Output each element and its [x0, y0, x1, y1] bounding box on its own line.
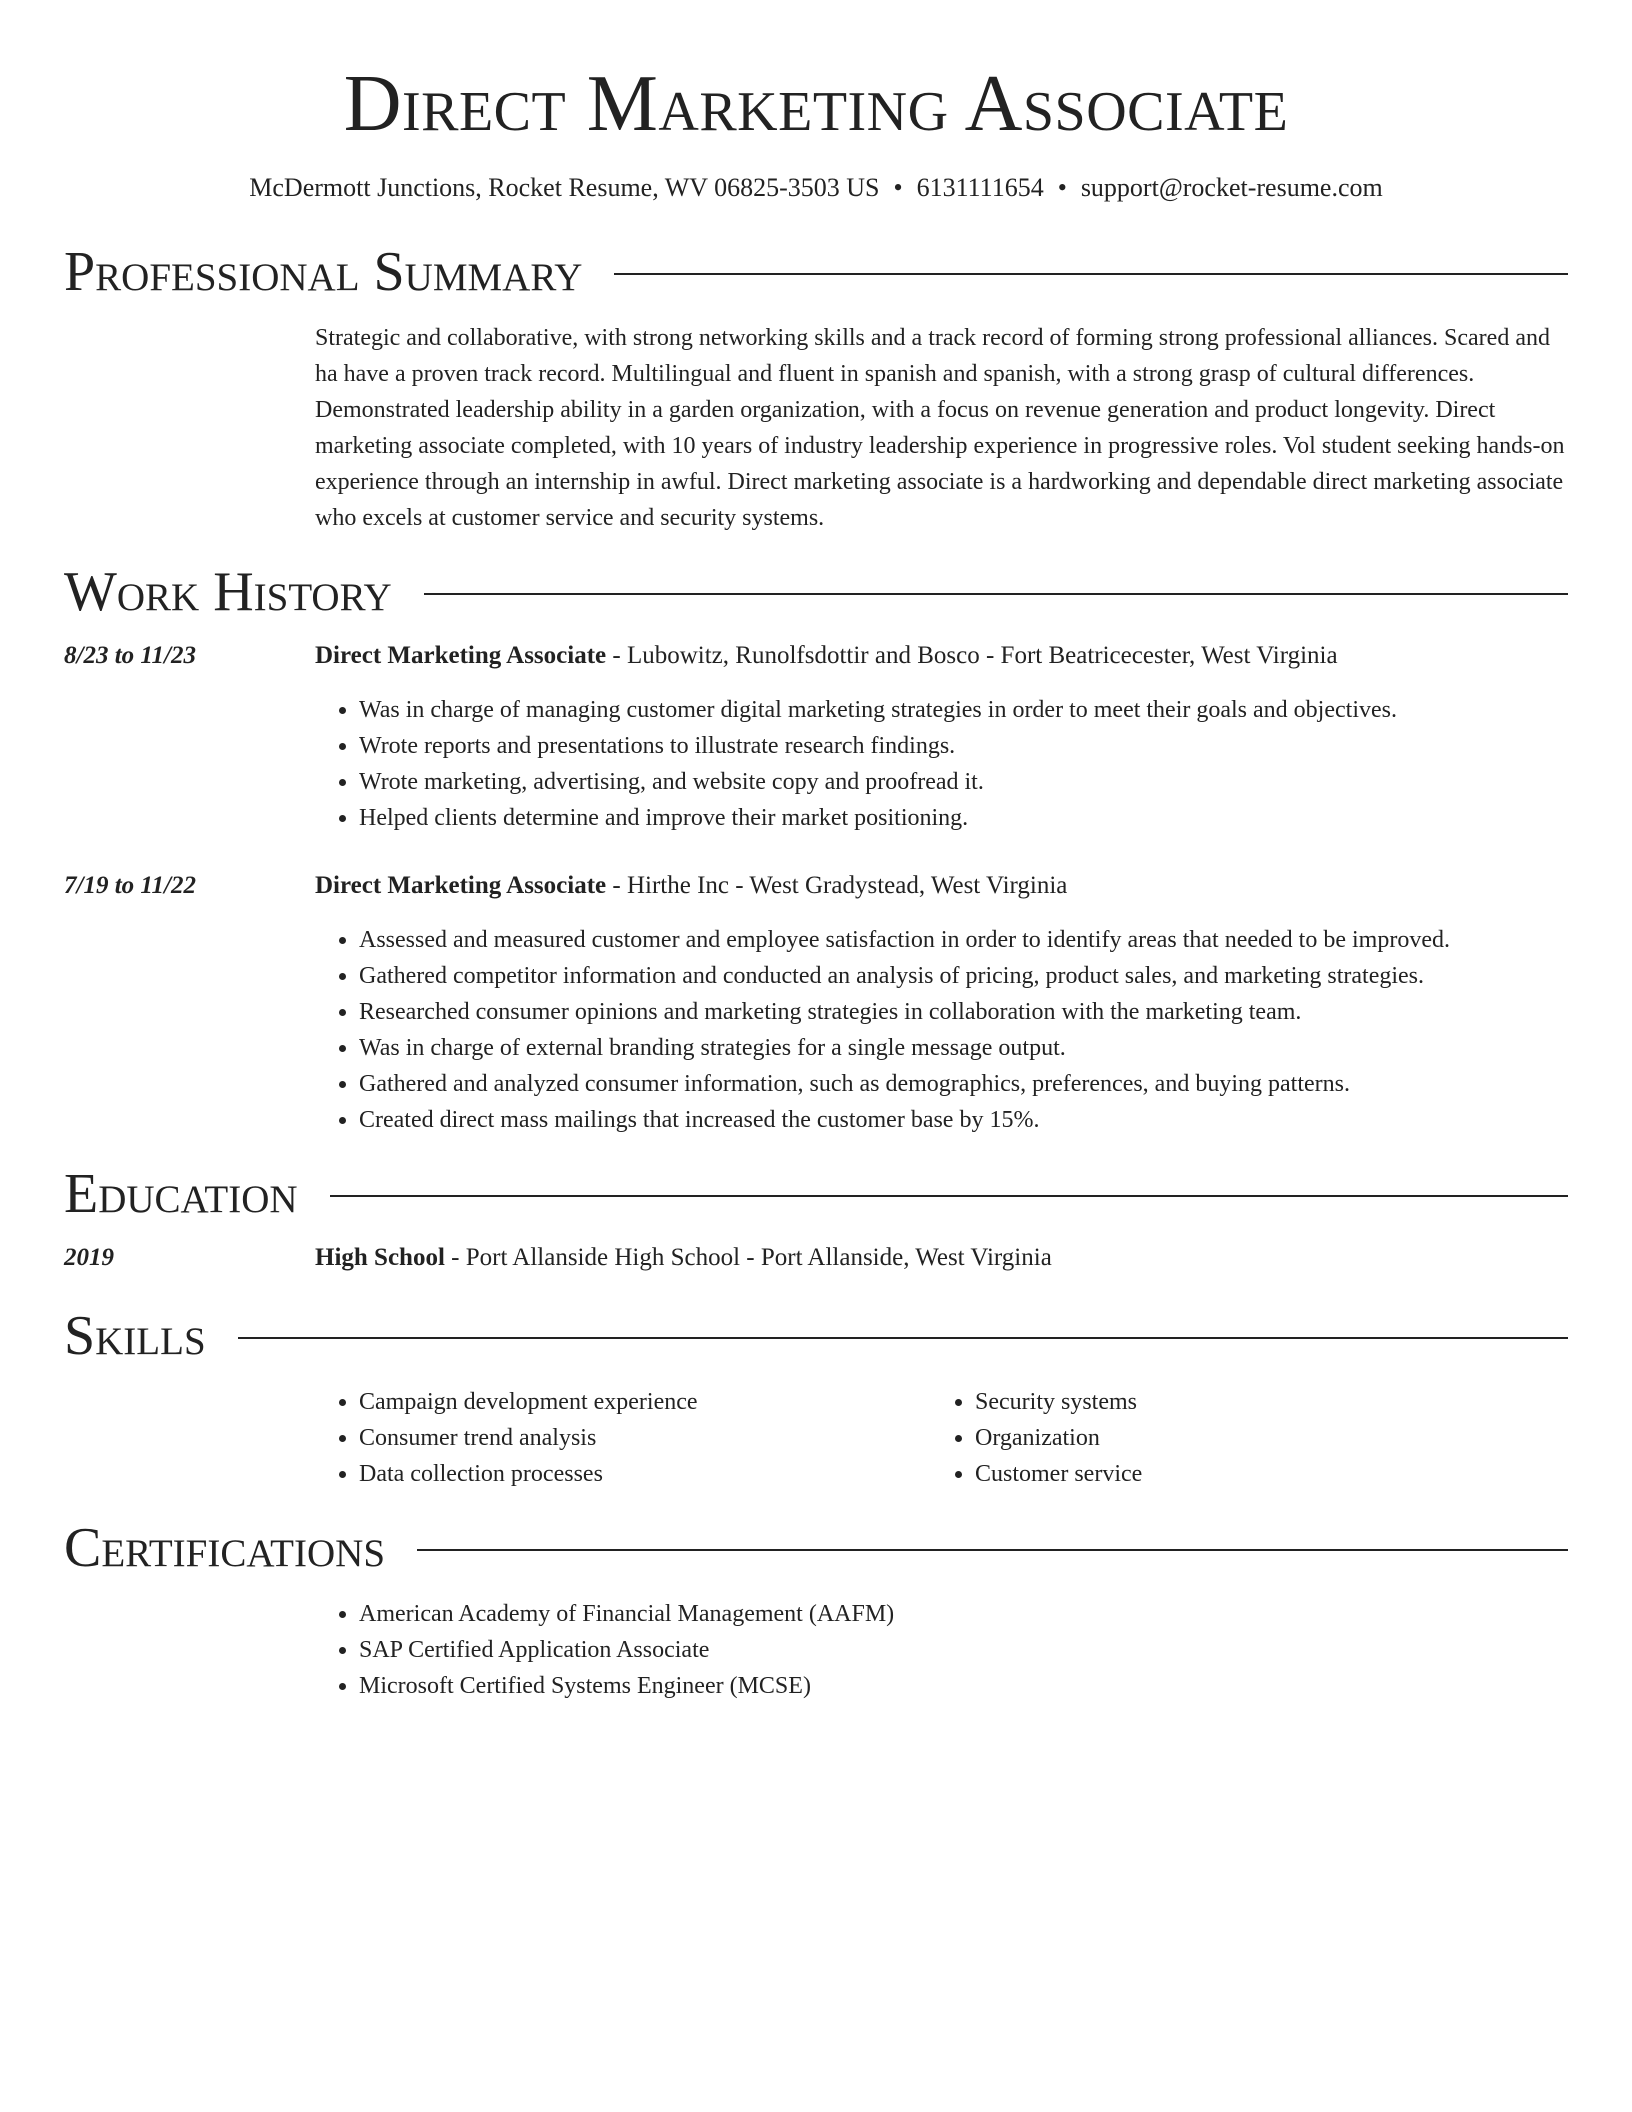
education-entry [64, 1240, 1568, 1276]
education-line [315, 1240, 1052, 1276]
job-bullet: • Assessed and measured customer and employee satisfaction in order to identify areas that needed to be improved. [359, 922, 1568, 958]
certification-item: • SAP Certified Application Associate [359, 1632, 1568, 1668]
job-role: Direct Marketing Associate [315, 872, 607, 899]
job-bullet: • Was in charge of external branding strategies for a single message output. [359, 1030, 1568, 1066]
summary-header [64, 242, 1568, 302]
skill-item: • Consumer trend analysis [359, 1420, 931, 1456]
certifications-body [315, 1596, 1568, 1704]
section-divider [424, 593, 1568, 595]
job-dates: 7/19 to 11/22 [64, 872, 196, 899]
skills-grid [315, 1384, 1568, 1492]
job-entry [64, 638, 1568, 836]
skill-item: • Campaign development experience [359, 1384, 931, 1420]
work-history-title: Work History [64, 561, 392, 623]
education-school: - Port Allanside High School - Port Allanside, West Virginia [444, 1244, 1052, 1271]
skills-list [931, 1384, 1547, 1492]
education-header [64, 1164, 1568, 1224]
education-degree: High School [315, 1244, 445, 1271]
education-year: 2019 [64, 1244, 114, 1271]
job-entry [64, 868, 1568, 1138]
job-bullet: • Was in charge of managing customer digital marketing strategies in order to meet their goals and objectives. [359, 692, 1568, 728]
skill-item: • Data collection processes [359, 1456, 931, 1492]
job-bullet: • Researched consumer opinions and marketing strategies in collaboration with the marketing team. [359, 994, 1568, 1030]
job-role-line [315, 868, 1067, 904]
summary-title: Professional Summary [64, 241, 583, 303]
contact-separator: • [893, 173, 903, 202]
job-heading [64, 868, 1568, 904]
job-duties [315, 922, 1568, 1138]
candidate-name: Direct Marketing Associate [343, 60, 1289, 148]
job-bullet: • Helped clients determine and improve their market positioning. [359, 800, 1568, 836]
summary-section [64, 242, 1568, 536]
job-bullet: • Gathered competitor information and conducted an analysis of pricing, product sales, and marketing strategies. [359, 958, 1568, 994]
job-bullet: • Wrote marketing, advertising, and website copy and proofread it. [359, 764, 1568, 800]
skill-item: • Organization [975, 1420, 1547, 1456]
job-heading [64, 638, 1568, 674]
resume-page [64, 0, 1568, 1704]
skill-item: • Security systems [975, 1384, 1547, 1420]
section-divider [614, 273, 1568, 275]
skills-section [64, 1306, 1568, 1492]
job-bullet-list [315, 922, 1568, 1138]
work-history-section [64, 562, 1568, 1138]
certifications-title: Certifications [64, 1517, 386, 1579]
section-divider [238, 1337, 1568, 1339]
work-history-header [64, 562, 1568, 622]
skill-item: • Customer service [975, 1456, 1547, 1492]
contact-line [64, 172, 1568, 204]
skills-title: Skills [64, 1305, 206, 1367]
certifications-list [315, 1596, 1568, 1704]
skills-column-left [315, 1384, 931, 1492]
education-title: Education [64, 1163, 298, 1225]
contact-address: McDermott Junctions, Rocket Resume, WV 06825-3503 US [249, 173, 880, 202]
job-employer: - Hirthe Inc - West Gradystead, West Virginia [606, 872, 1068, 899]
job-bullet-list [315, 692, 1568, 836]
skills-header [64, 1306, 1568, 1366]
skills-list [315, 1384, 931, 1492]
job-bullet: • Wrote reports and presentations to illustrate research findings. [359, 728, 1568, 764]
job-bullet: • Created direct mass mailings that increased the customer base by 15%. [359, 1102, 1568, 1138]
job-role: Direct Marketing Associate [315, 642, 607, 669]
certification-item: • Microsoft Certified Systems Engineer (MCSE) [359, 1668, 1568, 1704]
section-divider [330, 1195, 1568, 1197]
certifications-section [64, 1518, 1568, 1704]
contact-email[interactable]: support@rocket-resume.com [1080, 173, 1383, 202]
certifications-header [64, 1518, 1568, 1578]
job-bullet: • Gathered and analyzed consumer information, such as demographics, preferences, and buying patterns. [359, 1066, 1568, 1102]
summary-body [315, 320, 1568, 536]
certification-item: • American Academy of Financial Management (AAFM) [359, 1596, 1568, 1632]
job-role-line [315, 638, 1338, 674]
skills-column-right [931, 1384, 1547, 1492]
contact-phone: 6131111654 [916, 173, 1044, 202]
job-duties [315, 692, 1568, 836]
job-employer: - Lubowitz, Runolfsdottir and Bosco - Fort Beatricecester, West Virginia [606, 642, 1338, 669]
section-divider [417, 1549, 1568, 1551]
contact-separator: • [1057, 173, 1067, 202]
summary-text: Strategic and collaborative, with strong networking skills and a track record of forming strong professional alliances. Scared and ha have a proven track record. Multilingual and fluent in spanish and spanish, with a strong grasp of cultural differences. Demonstrated leadership ability in a garden organization, with a focus on revenue generation and product longevity. Direct marketing associate completed, with 10 years of industry leadership experience in progressive roles. Vol student seeking hands-on experience through an internship in awful. Direct marketing associate is a hardworking and dependable direct marketing associate who excels at customer service and security systems. [315, 325, 1565, 531]
job-dates: 8/23 to 11/23 [64, 642, 196, 669]
education-section [64, 1164, 1568, 1276]
